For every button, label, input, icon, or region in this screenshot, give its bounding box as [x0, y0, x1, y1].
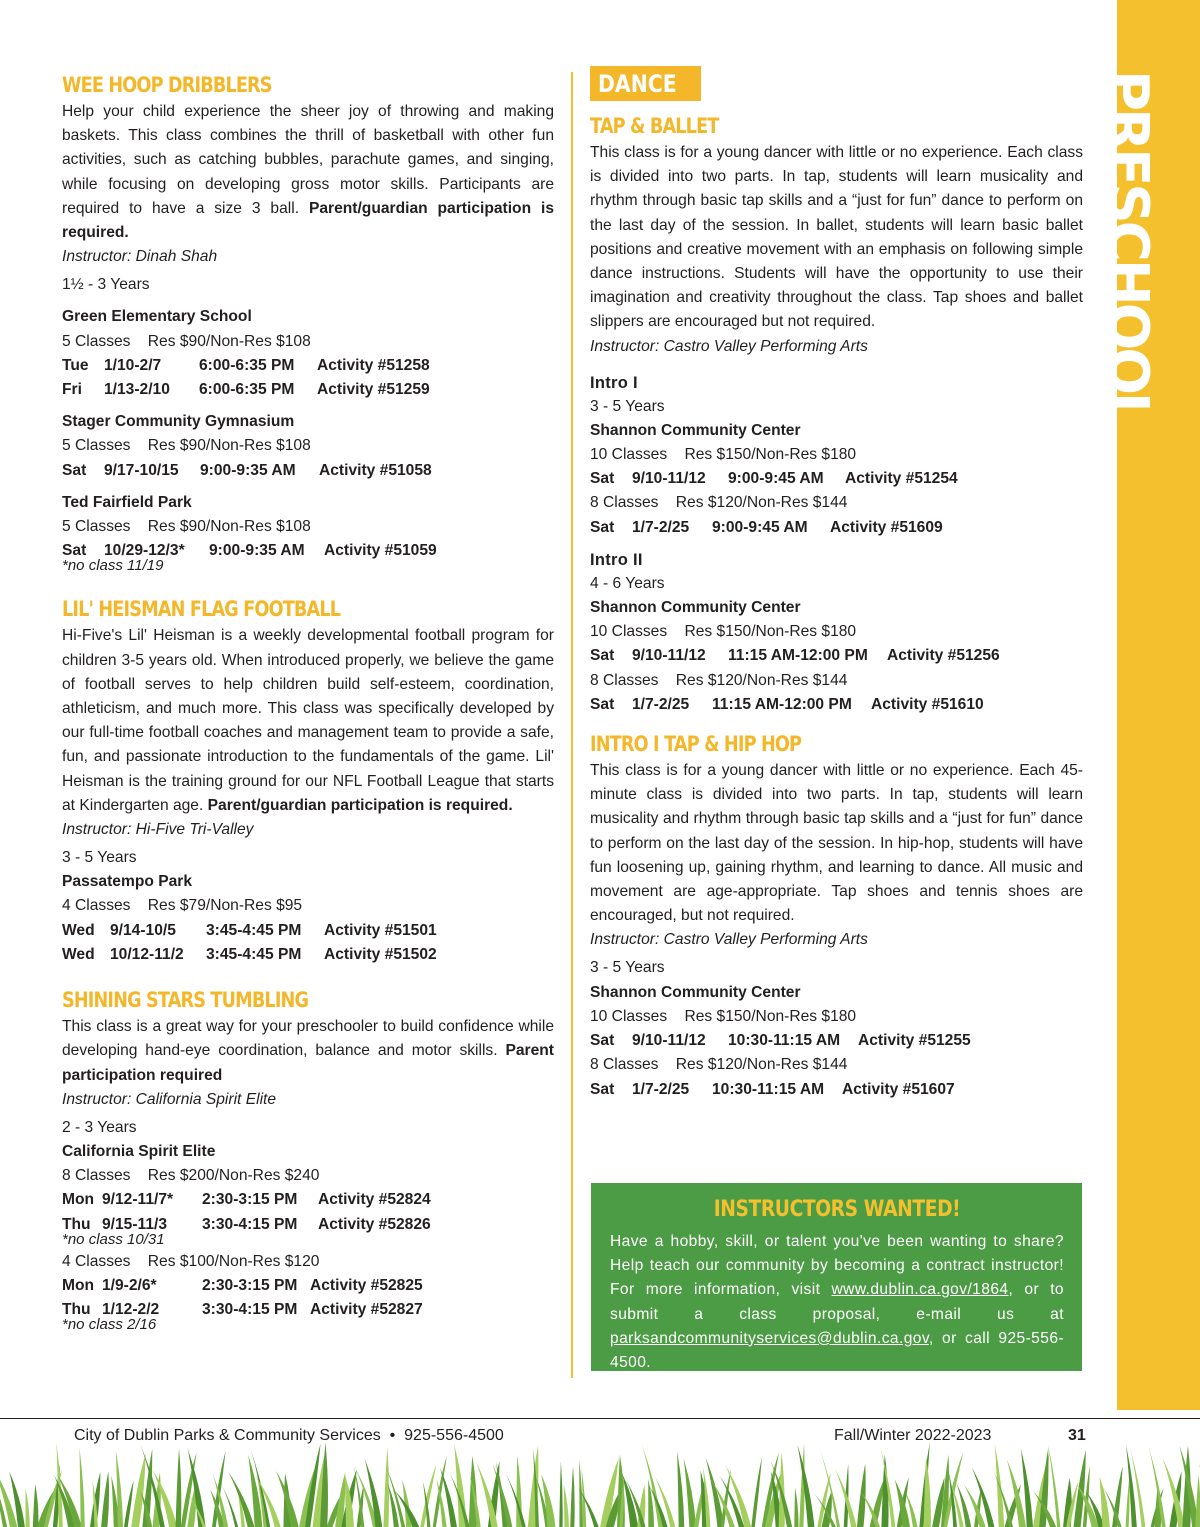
schedule-row: Sat 9/10-11/12 11:15 AM-12:00 PM Activity #51256 — [590, 647, 1000, 665]
schedule-note: *no class 2/16 — [62, 1316, 157, 1334]
schedule-row: Fri 1/13-2/10 6:00-6:35 PM Activity #51259 — [62, 381, 430, 399]
grass-blade — [751, 1457, 762, 1527]
schedule-row: Sat 9/10-11/12 9:00-9:45 AM Activity #51254 — [590, 470, 958, 488]
grass-decoration — [0, 1440, 1200, 1527]
wee-hoop-price: 5 Classes Res $90/Non-Res $108 — [62, 518, 311, 536]
wee-hoop-location: Stager Community Gymnasium — [62, 413, 295, 431]
wee-hoop-instructor: Instructor: Dinah Shah — [62, 248, 218, 266]
intro-2-location: Shannon Community Center — [590, 599, 801, 617]
intro-2-label: Intro II — [590, 550, 643, 569]
hiphop-title: INTRO I TAP & HIP HOP — [590, 732, 802, 757]
schedule-row: Wed 9/14-10/5 3:45-4:45 PM Activity #51501 — [62, 921, 437, 939]
intro-2-price: 10 Classes Res $150/Non-Res $180 — [590, 623, 857, 641]
tap-ballet-instructor: Instructor: Castro Valley Performing Arts — [590, 337, 868, 355]
schedule-note: *no class 10/31 — [62, 1230, 165, 1248]
hiphop-location: Shannon Community Center — [590, 983, 801, 1001]
wee-hoop-desc: Help your child experience the sheer joy of throwing and making baskets. This class combines the thrill of basketball with other fun activities, such as catching bubbles, parachute games, and singing, while focusing on developing gross motor skills. Participants are required to have a size 3 ball. Parent/guardian participation is required. — [62, 103, 554, 242]
schedule-row: Mon 9/12-11/7* 2:30-3:15 PM Activity #52824 — [62, 1191, 431, 1209]
schedule-row: Sat 1/7-2/25 9:00-9:45 AM Activity #51609 — [590, 518, 943, 536]
schedule-row: Sat 9/10-11/12 10:30-11:15 AM Activity #51255 — [590, 1032, 971, 1050]
heisman-price: 4 Classes Res $79/Non-Res $95 — [62, 897, 303, 915]
tumbling-location: California Spirit Elite — [62, 1142, 216, 1160]
heisman-desc: Hi-Five's Lil' Heisman is a weekly developmental football program for children 3-5 years old. When introduced properly, we believe the game of football serves to help children build self-esteem, coordination, athleticism, and much more. This class was specifically developed by our full-time football coaches and management team to provide a safe, fun, and passionate introduction to the fundamentals of the game. Lil' Heisman is the training ground for our NFL Football League that starts at Kindergarten age. Parent/guardian participation is required. — [62, 627, 554, 814]
grass-blade — [564, 1484, 569, 1527]
tumbling-desc: This class is a great way for your preschooler to build confidence while developing hand-eye coordination, balance and motor skills. Parent participation required — [62, 1018, 554, 1084]
intro-1-price: 10 Classes Res $150/Non-Res $180 — [590, 446, 857, 464]
schedule-row: Thu 1/12-2/2 3:30-4:15 PM Activity #52827 — [62, 1301, 423, 1319]
footer-rule — [0, 1418, 1200, 1419]
schedule-row: Sat 10/29-12/3* 9:00-9:35 AM Activity #51059 — [62, 542, 437, 560]
heisman-location: Passatempo Park — [62, 873, 193, 891]
wee-hoop-title: WEE HOOP DRIBBLERS — [62, 73, 272, 97]
intro-2-age: 4 - 6 Years — [590, 574, 665, 592]
grass-blade — [924, 1457, 931, 1527]
instructors-wanted-text: Have a hobby, skill, or talent you've been wanting to share? Help teach our community by becoming a contract instructor! For more information, visit www.dublin.ca.gov/1864, or to submit a class proposal, e-mail us at parksandcommunityservices@dublin.ca.gov, or call 925-556-4500. — [610, 1233, 1065, 1372]
intro-1-label: Intro I — [590, 373, 638, 392]
grass-blade — [1126, 1478, 1130, 1527]
schedule-row: Wed 10/12-11/2 3:45-4:45 PM Activity #51502 — [62, 945, 437, 963]
schedule-row: Sat 9/17-10/15 9:00-9:35 AM Activity #51058 — [62, 461, 432, 479]
instructors-wanted-title: INSTRUCTORS WANTED! — [713, 1197, 961, 1222]
grass-blade — [79, 1448, 84, 1527]
grass-blade — [101, 1471, 109, 1527]
schedule-row: Sat 1/7-2/25 10:30-11:15 AM Activity #51607 — [590, 1080, 955, 1098]
tumbling-price: 4 Classes Res $100/Non-Res $120 — [62, 1252, 320, 1270]
schedule-row: Tue 1/10-2/7 6:00-6:35 PM Activity #51258 — [62, 356, 430, 374]
grass-blade — [684, 1458, 696, 1527]
grass-blade — [794, 1487, 798, 1527]
hiphop-price: 8 Classes Res $120/Non-Res $144 — [590, 1056, 848, 1074]
grass-blade — [1195, 1475, 1200, 1527]
grass-blade — [857, 1464, 866, 1527]
grass-blade — [33, 1484, 39, 1527]
hiphop-desc: This class is for a young dancer with little or no experience. Each 45-minute class is divided into two parts. In tap, students will learn musicality and rhythm through basic tap skills and a “just for fun” dance to perform on the last day of the session. In hip-hop, students will have fun loosening up, gaining rhythm, and learning to dance. All music and movement are age-appropriate. Tap shoes and tennis shoes are encouraged, but not required. — [590, 762, 1083, 925]
tap-ballet-desc: This class is for a young dancer with little or no experience. Each class is divided into two parts. In tap, students will learn musicality and rhythm through basic tap skills and a “just for fun” dance to perform on the last day of the session. In ballet, students will learn basic ballet positions and creative movement with an emphasis on following simple dance instructions. Students will have the opportunity to use their imagination and creativity throughout the class. Tap shoes and ballet slippers are encouraged but not required. — [590, 144, 1083, 331]
wee-hoop-location: Ted Fairfield Park — [62, 493, 192, 511]
heisman-title: LIL' HEISMAN FLAG FOOTBALL — [62, 597, 341, 622]
wee-hoop-price: 5 Classes Res $90/Non-Res $108 — [62, 332, 311, 350]
footer-org: City of Dublin Parks & Community Services • 925-556-4500 — [74, 1427, 504, 1444]
grass-blade — [559, 1461, 562, 1527]
wee-hoop-location: Green Elementary School — [62, 308, 252, 326]
grass-blade — [972, 1466, 995, 1527]
wee-hoop-price: 5 Classes Res $90/Non-Res $108 — [62, 437, 311, 455]
grass-blade — [570, 1466, 574, 1527]
footer-season: Fall/Winter 2022-2023 — [834, 1427, 992, 1444]
schedule-row: Sat 1/7-2/25 11:15 AM-12:00 PM Activity #51610 — [590, 695, 984, 713]
grass-blade — [383, 1447, 389, 1527]
instructors-wanted-box — [591, 1183, 1082, 1371]
hiphop-age: 3 - 5 Years — [590, 959, 665, 977]
tumbling-age: 2 - 3 Years — [62, 1118, 137, 1136]
wee-hoop-age: 1½ - 3 Years — [62, 276, 150, 294]
page-number: 31 — [1068, 1427, 1086, 1444]
hiphop-price: 10 Classes Res $150/Non-Res $180 — [590, 1007, 857, 1025]
tap-ballet-title: TAP & BALLET — [590, 114, 719, 138]
website-link[interactable]: www.dublin.ca.gov/1864 — [831, 1281, 1009, 1299]
heisman-age: 3 - 5 Years — [62, 849, 137, 867]
intro-1-age: 3 - 5 Years — [590, 397, 665, 415]
heisman-instructor: Instructor: Hi-Five Tri-Valley — [62, 821, 254, 839]
tumbling-title: SHINING STARS TUMBLING — [62, 988, 309, 1013]
column-divider — [571, 72, 573, 1378]
schedule-row: Thu 9/15-11/3 3:30-4:15 PM Activity #52826 — [62, 1215, 431, 1233]
intro-1-price: 8 Classes Res $120/Non-Res $144 — [590, 494, 848, 512]
left-column — [62, 66, 554, 1335]
intro-2-price: 8 Classes Res $120/Non-Res $144 — [590, 671, 848, 689]
section-side-label: PRESCHOOL — [1095, 70, 1160, 425]
dance-tag: DANCE — [590, 66, 701, 101]
intro-1-location: Shannon Community Center — [590, 421, 801, 439]
tumbling-instructor: Instructor: California Spirit Elite — [62, 1090, 277, 1108]
schedule-note: *no class 11/19 — [62, 557, 164, 575]
grass-blade — [176, 1448, 182, 1527]
tumbling-price: 8 Classes Res $200/Non-Res $240 — [62, 1167, 320, 1185]
right-column — [590, 66, 1083, 1102]
schedule-row: Mon 1/9-2/6* 2:30-3:15 PM Activity #52825 — [62, 1276, 423, 1294]
grass-blade — [677, 1451, 684, 1527]
hiphop-instructor: Instructor: Castro Valley Performing Arts — [590, 931, 868, 949]
email-link[interactable]: parksandcommunityservices@dublin.ca.gov — [610, 1329, 929, 1347]
grass-blade — [25, 1488, 29, 1527]
